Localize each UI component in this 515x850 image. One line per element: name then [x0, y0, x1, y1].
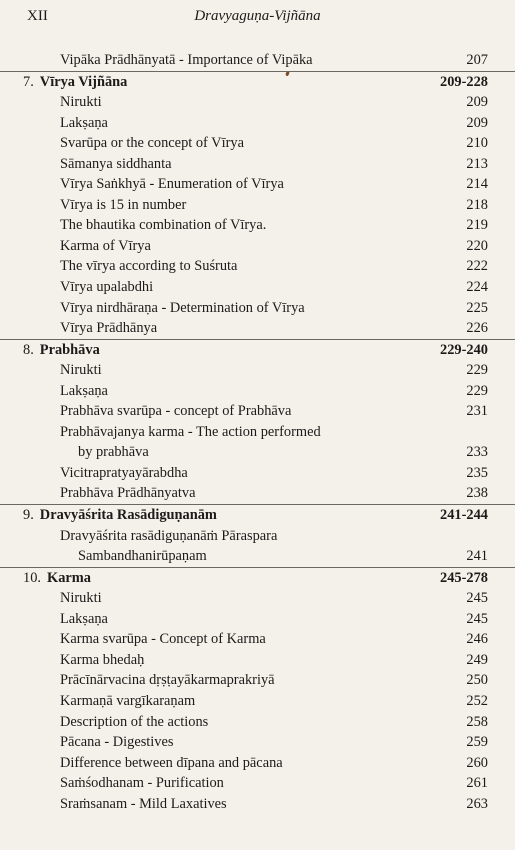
page-number: 229 — [466, 362, 488, 379]
toc-entry — [0, 526, 515, 567]
toc-entry — [0, 215, 515, 236]
entry-title: Nirukti — [60, 362, 102, 379]
table-of-contents — [0, 50, 515, 814]
page-number: 249 — [466, 651, 488, 668]
chapter-number: 10. — [23, 569, 41, 586]
page-number: 245 — [466, 610, 488, 627]
entry-title: Karma bhedaḥ — [60, 651, 145, 668]
toc-entry — [0, 277, 515, 298]
page-number-roman: XII — [27, 8, 48, 24]
chapter-heading — [0, 567, 515, 589]
toc-entry — [0, 92, 515, 113]
entry-title: Vīrya is 15 in number — [60, 196, 187, 213]
page-number: 222 — [466, 258, 488, 275]
chapter-name: Vīrya Vijñāna — [39, 73, 128, 90]
toc-entry — [0, 256, 515, 277]
page-number: 258 — [466, 713, 488, 730]
entry-title: Lakṣaṇa — [60, 610, 108, 627]
toc-entry — [0, 195, 515, 216]
chapter-name: Dravyāśrita Rasādiguṇanām — [39, 507, 217, 524]
page-number: 207 — [466, 52, 488, 68]
page-number: 226 — [466, 320, 488, 337]
page-number: 218 — [466, 196, 488, 213]
page-number: 224 — [466, 279, 488, 296]
entry-title: Vīrya Saṅkhyā - Enumeration of Vīrya — [60, 176, 284, 193]
page-number: 261 — [466, 775, 488, 792]
entry-title-continued: Sambandhanirūpaṇam — [78, 548, 207, 565]
page-header — [0, 0, 515, 30]
toc-entry — [0, 422, 515, 463]
page-number: 210 — [466, 135, 488, 152]
entry-title: The bhautika combination of Vīrya. — [60, 217, 267, 234]
chapter-title — [23, 568, 91, 589]
toc-entry — [0, 236, 515, 257]
entry-title: Vīrya Prādhānya — [60, 320, 158, 337]
toc-entry — [0, 670, 515, 691]
entry-title: Sraṁsanam - Mild Laxatives — [60, 795, 227, 812]
page-number: 259 — [466, 734, 488, 751]
page-number: 260 — [466, 754, 488, 771]
page-number: 209 — [466, 114, 488, 131]
page-number: 235 — [466, 464, 488, 481]
page-number: 250 — [466, 672, 488, 689]
page-number: 213 — [466, 155, 488, 172]
chapter-page-range: 245-278 — [440, 569, 488, 586]
chapter-title — [23, 340, 100, 361]
chapter-number: 9. — [23, 507, 34, 524]
toc-entry — [0, 794, 515, 815]
toc-entry — [0, 773, 515, 794]
toc-entry — [0, 483, 515, 504]
toc-entry — [0, 463, 515, 484]
chapter-number: 7. — [23, 73, 34, 90]
running-title: Dravyaguṇa-Vijñāna — [194, 8, 321, 24]
chapter-page-range: 209-228 — [440, 73, 488, 90]
chapter-name: Karma — [47, 569, 91, 586]
toc-entry — [0, 298, 515, 319]
toc-entry — [0, 712, 515, 733]
page-number: 231 — [466, 403, 488, 420]
entry-title: Dravyāśrita rasādiguṇanāṁ Pāraspara — [60, 527, 278, 544]
entry-title: Nirukti — [60, 590, 102, 607]
entry-title: Karmaṇā vargīkaraṇam — [60, 692, 196, 709]
page-number: 219 — [466, 217, 488, 234]
entry-title: Vicitrapratyayārabdha — [60, 464, 188, 481]
toc-entry — [0, 753, 515, 774]
page-number: 241 — [466, 548, 488, 565]
entry-title: Nirukti — [60, 94, 102, 111]
page-number: 214 — [466, 176, 488, 193]
entry-title: Saṁśodhanam - Purification — [60, 775, 224, 792]
page-number: 233 — [466, 444, 488, 461]
entry-title: Vipāka Prādhānyatā - Importance of Vipāka — [60, 52, 313, 68]
entry-title: Sāmanya siddhanta — [60, 155, 172, 172]
entry-title: Karma svarūpa - Concept of Karma — [60, 631, 266, 648]
entry-title-continued: by prabhāva — [78, 444, 149, 461]
toc-entry — [0, 50, 515, 71]
toc-entry — [0, 732, 515, 753]
toc-entry — [0, 360, 515, 381]
toc-entry — [0, 650, 515, 671]
entry-title: Prabhāva svarūpa - concept of Prabhāva — [60, 403, 292, 420]
page-number: 209 — [466, 94, 488, 111]
entry-title: Vīrya upalabdhi — [60, 279, 154, 296]
chapter-number: 8. — [23, 341, 34, 358]
toc-entry — [0, 609, 515, 630]
chapter-name: Prabhāva — [39, 341, 100, 358]
entry-title: Difference between dīpana and pācana — [60, 754, 283, 771]
entry-title: Prācīnārvacina dṛṣṭayākarmaprakriyā — [60, 672, 275, 689]
page-number: 225 — [466, 299, 488, 316]
page-number: 229 — [466, 382, 488, 399]
page-number: 252 — [466, 692, 488, 709]
page-number: 246 — [466, 631, 488, 648]
chapter-page-range: 229-240 — [440, 341, 488, 358]
page-number: 238 — [466, 485, 488, 502]
toc-entry — [0, 629, 515, 650]
entry-title: Prabhāva Prādhānyatva — [60, 485, 196, 502]
toc-entry — [0, 401, 515, 422]
chapter-page-range: 241-244 — [440, 507, 488, 524]
chapter-heading — [0, 71, 515, 93]
entry-title: Svarūpa or the concept of Vīrya — [60, 135, 244, 152]
entry-title: Vīrya nirdhāraṇa - Determination of Vīrya — [60, 299, 305, 316]
entry-title: Description of the actions — [60, 713, 209, 730]
toc-entry — [0, 154, 515, 175]
entry-title: The vīrya according to Suśruta — [60, 258, 238, 275]
chapter-title — [23, 72, 127, 93]
toc-entry — [0, 174, 515, 195]
toc-entry — [0, 691, 515, 712]
toc-entry — [0, 318, 515, 339]
entry-title: Karma of Vīrya — [60, 237, 151, 254]
page-number: 245 — [466, 590, 488, 607]
chapter-heading — [0, 339, 515, 361]
page-number: 263 — [466, 795, 488, 812]
page-number: 220 — [466, 237, 488, 254]
entry-title: Lakṣaṇa — [60, 114, 108, 131]
chapter-heading — [0, 504, 515, 526]
toc-entry — [0, 381, 515, 402]
entry-title: Pācana - Digestives — [60, 734, 174, 751]
toc-entry — [0, 113, 515, 134]
chapter-title — [23, 505, 217, 526]
entry-title: Lakṣaṇa — [60, 382, 108, 399]
toc-entry — [0, 588, 515, 609]
entry-title: Prabhāvajanya karma - The action performed — [60, 423, 321, 440]
toc-entry — [0, 133, 515, 154]
